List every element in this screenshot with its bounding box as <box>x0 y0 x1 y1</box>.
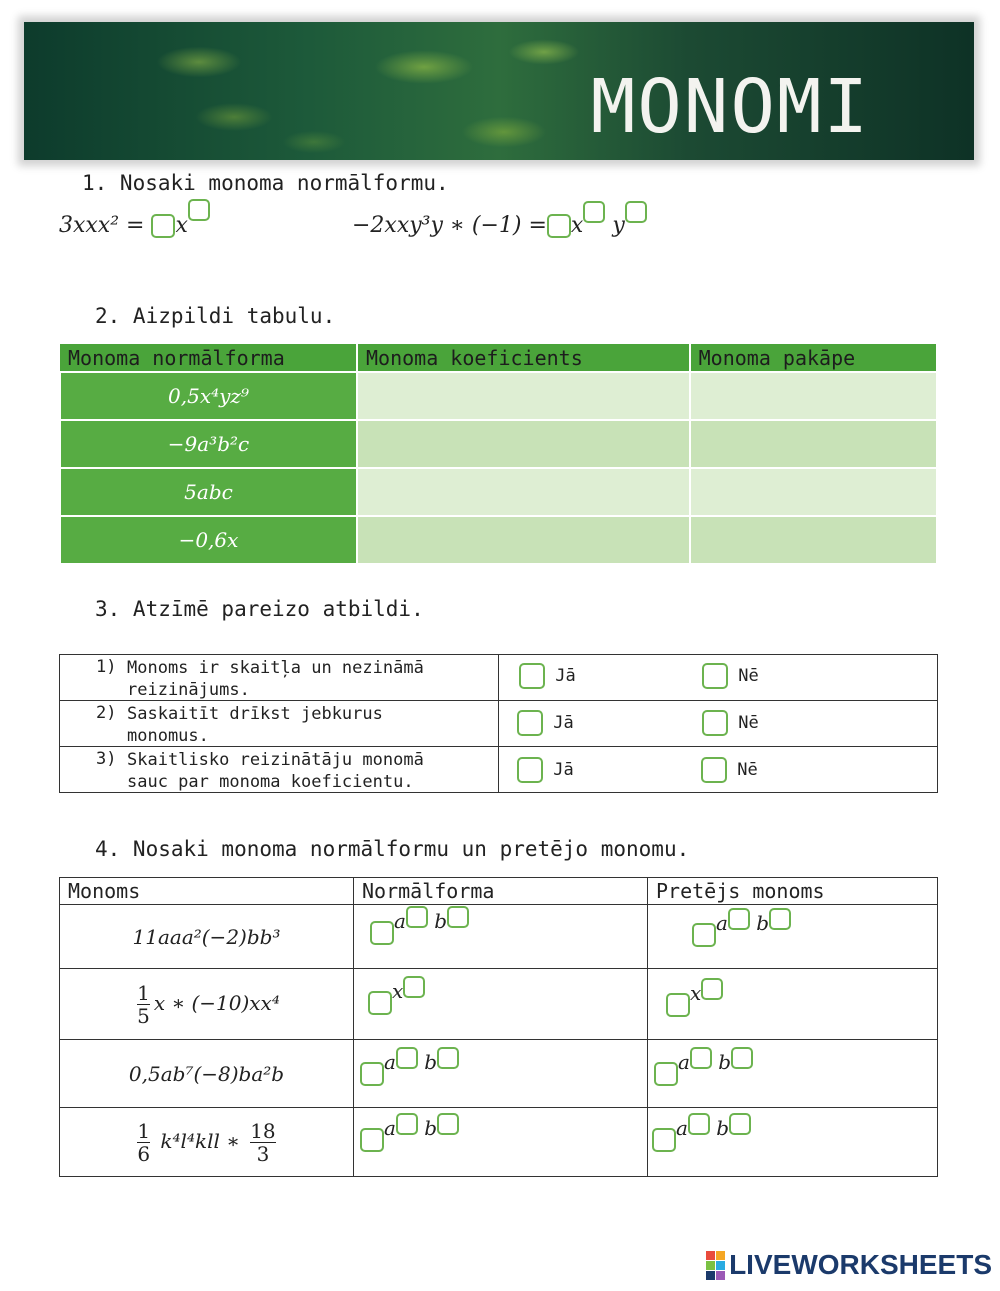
q1-var-x2: x <box>570 213 584 238</box>
var-a: a <box>716 911 728 935</box>
q1-answer-exp-x[interactable] <box>583 201 605 223</box>
yes-checkbox[interactable] <box>517 710 543 736</box>
statement-line: Skaitlisko reizinātāju monomā <box>127 750 424 770</box>
q2-coefficient-input[interactable] <box>357 516 690 564</box>
q2-monomial: 5abc <box>60 468 357 516</box>
statement-text <box>127 749 424 793</box>
exp-a-input[interactable] <box>728 908 750 930</box>
q4-monomial <box>60 969 354 1040</box>
table-row <box>60 1108 938 1177</box>
fraction-numerator: 1 <box>137 980 150 1005</box>
q1-expr2-text: −2xxy³y ∗ (−1) <box>352 213 522 238</box>
yes-checkbox[interactable] <box>519 663 545 689</box>
statement-line: sauc par monoma koeficientu. <box>127 772 414 792</box>
no-checkbox[interactable] <box>702 710 728 736</box>
q4-opposite-cell <box>648 905 938 969</box>
exp-a-input[interactable] <box>396 1113 418 1135</box>
yes-checkbox[interactable] <box>517 757 543 783</box>
exp-a-input[interactable] <box>396 1047 418 1069</box>
var-x: x <box>690 981 702 1005</box>
fraction-denominator: 6 <box>137 1141 151 1166</box>
coef-input[interactable] <box>654 1062 678 1086</box>
no-checkbox[interactable] <box>702 663 728 689</box>
q4-normal-form-cell <box>354 1040 648 1108</box>
q4-normal-form-cell <box>354 969 648 1040</box>
var-x: x <box>392 979 404 1003</box>
statement-text <box>127 657 424 701</box>
expression-rest: x ∗ (−10)xx⁴ <box>153 990 280 1015</box>
q2-coefficient-input[interactable] <box>357 372 690 420</box>
q4-opposite-cell <box>648 969 938 1040</box>
exp-x-input[interactable] <box>701 978 723 1000</box>
statement-line: reizinājums. <box>127 680 250 700</box>
no-checkbox[interactable] <box>701 757 727 783</box>
q2-coefficient-input[interactable] <box>357 468 690 516</box>
brand-name: LIVEWORKSHEETS <box>729 1249 992 1280</box>
statement-line: monomus. <box>127 726 209 746</box>
no-label: Nē <box>738 713 759 733</box>
var-a: a <box>394 909 406 933</box>
table-row <box>60 747 938 793</box>
q1-answer-coef-1[interactable] <box>151 214 175 238</box>
q2-degree-input[interactable] <box>690 420 937 468</box>
yes-label: Jā <box>553 713 574 733</box>
coef-input[interactable] <box>360 1128 384 1152</box>
q2-degree-input[interactable] <box>690 468 937 516</box>
no-label: Nē <box>738 666 759 686</box>
var-b: b <box>716 1116 730 1140</box>
q4-header-normal-form: Normālforma <box>354 878 648 905</box>
exp-b-input[interactable] <box>447 906 469 928</box>
var-a: a <box>384 1116 396 1140</box>
fraction-denominator: 3 <box>256 1141 270 1166</box>
table-row <box>60 1040 938 1108</box>
table-row <box>60 516 937 564</box>
q1-expr1-text: 3xxx² <box>59 213 120 238</box>
exp-b-input[interactable] <box>769 908 791 930</box>
coef-input[interactable] <box>666 993 690 1017</box>
fraction-denominator: 5 <box>137 1003 150 1028</box>
page-title: MONOMI <box>590 64 870 150</box>
question-3-title: 3. Atzīmē pareizo atbildi. <box>95 597 424 621</box>
var-b: b <box>434 909 448 933</box>
answer-cell <box>499 747 938 793</box>
q2-header-coefficient: Monoma koeficients <box>357 344 690 372</box>
var-b: b <box>756 911 770 935</box>
q1-expression-1: 3xxx² = x <box>59 213 210 238</box>
q1-var-y: y <box>612 213 625 238</box>
coef-input[interactable] <box>368 991 392 1015</box>
var-a: a <box>678 1050 690 1074</box>
question-1-title: 1. Nosaki monoma normālformu. <box>82 171 449 195</box>
statement-number: 2) <box>96 703 117 723</box>
statement-line: Monoms ir skaitļa un nezināmā <box>127 658 424 678</box>
yes-label: Jā <box>553 760 574 780</box>
q2-coefficient-input[interactable] <box>357 420 690 468</box>
coef-input[interactable] <box>360 1062 384 1086</box>
var-a: a <box>676 1116 688 1140</box>
exp-b-input[interactable] <box>731 1047 753 1069</box>
q4-opposite-cell <box>648 1108 938 1177</box>
answer-cell <box>499 701 938 747</box>
var-a: a <box>384 1050 396 1074</box>
exp-a-input[interactable] <box>690 1047 712 1069</box>
q4-header-monomial: Monoms <box>60 878 354 905</box>
q1-answer-coef-2[interactable] <box>547 214 571 238</box>
var-b: b <box>424 1050 438 1074</box>
header-banner <box>24 22 974 160</box>
q4-table <box>59 877 938 1177</box>
table-row <box>60 905 938 969</box>
q2-monomial: −9a³b²c <box>60 420 357 468</box>
table-row <box>60 468 937 516</box>
exp-x-input[interactable] <box>403 976 425 998</box>
exp-b-input[interactable] <box>437 1047 459 1069</box>
coef-input[interactable] <box>692 923 716 947</box>
coef-input[interactable] <box>652 1128 676 1152</box>
statement-line: Saskaitīt drīkst jebkurus <box>127 704 383 724</box>
q4-header-opposite: Pretējs monoms <box>648 878 938 905</box>
liveworksheets-logo-icon <box>706 1251 725 1280</box>
fraction-numerator: 18 <box>250 1118 276 1143</box>
q2-monomial: −0,6x <box>60 516 357 564</box>
exp-b-input[interactable] <box>729 1113 751 1135</box>
answer-cell <box>499 655 938 701</box>
statement-number: 1) <box>96 657 117 677</box>
table-row <box>60 701 938 747</box>
table-row <box>60 655 938 701</box>
q2-table <box>59 344 938 565</box>
q1-answer-exp-y[interactable] <box>625 201 647 223</box>
statement-number: 3) <box>96 749 117 769</box>
q1-answer-exp-1[interactable] <box>188 199 210 221</box>
q1-expression-2: −2xxy³y ∗ (−1) = x y <box>352 213 647 238</box>
q2-degree-input[interactable] <box>690 372 937 420</box>
table-row <box>60 420 937 468</box>
footer-brand <box>706 1249 992 1281</box>
q1-var-x: x <box>175 213 188 238</box>
q3-table <box>59 654 938 793</box>
q2-header-degree: Monoma pakāpe <box>690 344 937 372</box>
coef-input[interactable] <box>370 921 394 945</box>
q2-monomial: 0,5x⁴yz⁹ <box>60 372 357 420</box>
var-b: b <box>718 1050 732 1074</box>
expression-middle: k⁴l⁴kll ∗ <box>160 1128 240 1153</box>
q4-normal-form-cell <box>354 1108 648 1177</box>
yes-label: Jā <box>555 666 576 686</box>
q4-monomial <box>60 1108 354 1177</box>
no-label: Nē <box>737 760 758 780</box>
q4-opposite-cell <box>648 1040 938 1108</box>
table-row <box>60 372 937 420</box>
q4-monomial: 11aaa²(−2)bb³ <box>60 905 354 969</box>
table-row <box>60 969 938 1040</box>
exp-b-input[interactable] <box>437 1113 459 1135</box>
exp-a-input[interactable] <box>406 906 428 928</box>
question-4-title: 4. Nosaki monoma normālformu un pretējo monomu. <box>95 837 690 861</box>
fraction-numerator: 1 <box>137 1118 151 1143</box>
question-2-title: 2. Aizpildi tabulu. <box>95 304 336 328</box>
var-b: b <box>424 1116 438 1140</box>
q4-normal-form-cell <box>354 905 648 969</box>
q2-degree-input[interactable] <box>690 516 937 564</box>
exp-a-input[interactable] <box>688 1113 710 1135</box>
statement-text <box>127 703 383 747</box>
q4-monomial: 0,5ab⁷(−8)ba²b <box>60 1040 354 1108</box>
q2-header-normal-form: Monoma normālforma <box>60 344 357 372</box>
